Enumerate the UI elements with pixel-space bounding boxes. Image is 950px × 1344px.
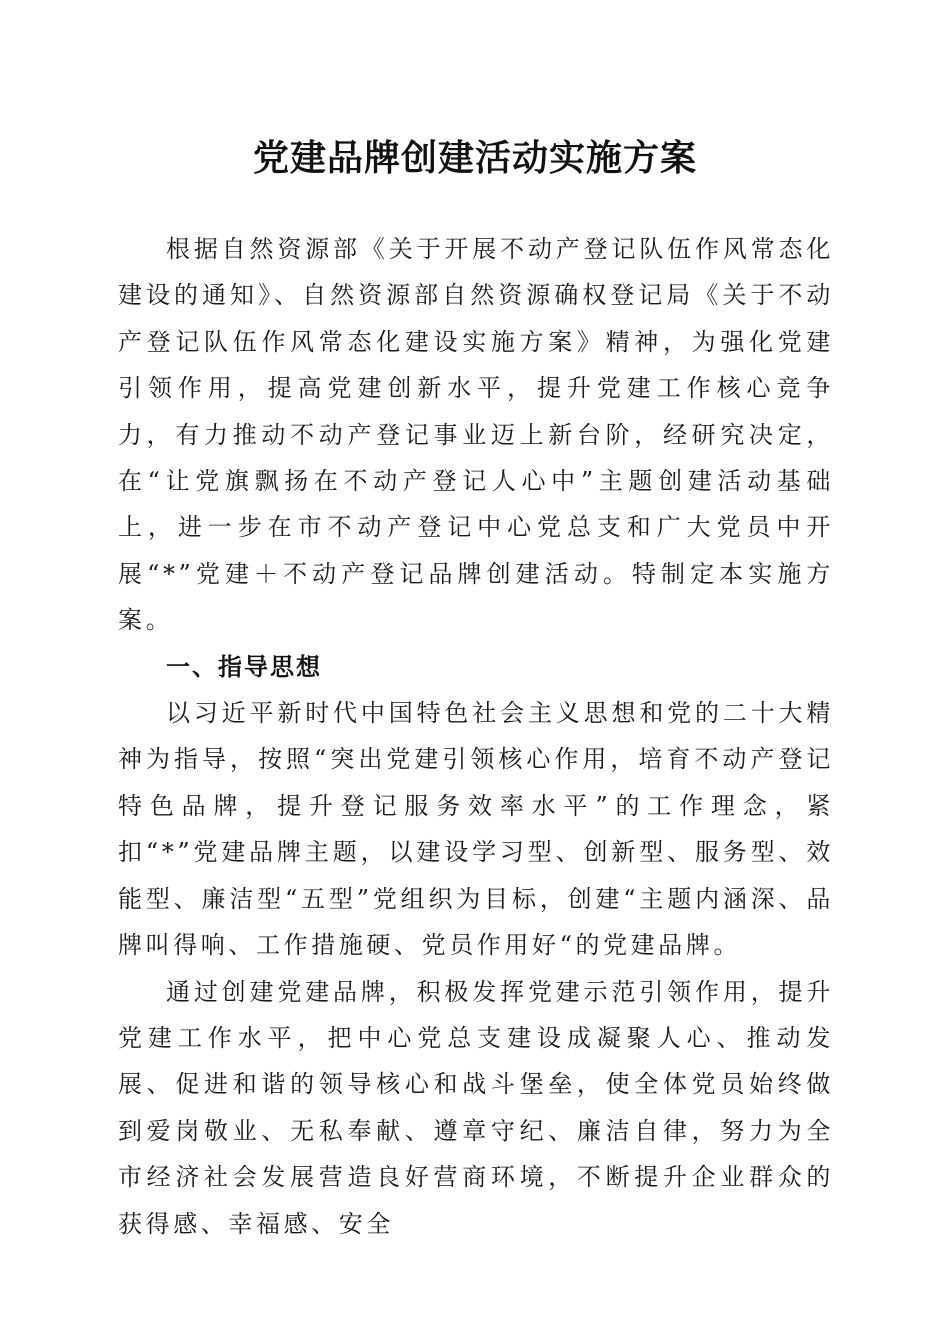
goals-paragraph: 通过创建党建品牌，积极发挥党建示范引领作用，提升党建工作水平，把中心党总支建设成凝聚人心、推动发展、促进和谐的领导核心和战斗堡垒，使全体党员始终做到爱岗敬业、无私奉献、遵章守纪、廉洁自律，努力为全市经济社会发展营造良好营商环境，不断提升企业群众的获得感、幸福感、安全 (118, 977, 834, 1238)
intro-paragraph: 根据自然资源部《关于开展不动产登记队伍作风常态化建设的通知》、自然资源部自然资源确权登记局《关于不动产登记队伍作风常态化建设实施方案》精神，为强化党建引领作用，提高党建创新水平，提升党建工作核心竞争力，有力推动不动产登记事业迈上新台阶，经研究决定，在“让党旗飘扬在不动产登记人心中”主题创建活动基础上，进一步在市不动产登记中心党总支和广大党员中开展“*”党建＋不动产登记品牌创建活动。特制定本实施方案。 (118, 235, 834, 635)
section-heading-guiding-thought: 一、指导思想 (166, 652, 322, 681)
document-title: 党建品牌创建活动实施方案 (252, 137, 697, 179)
document-body (118, 226, 834, 1247)
guiding-thought-paragraph: 以习近平新时代中国特色社会主义思想和党的二十大精神为指导，按照“突出党建引领核心作用，培育不动产登记特色品牌，提升登记服务效率水平”的工作理念，紧扣“*”党建品牌主题，以建设学习型、创新型、服务型、效能型、廉洁型“五型”党组织为目标，创建“主题内涵深、品牌叫得响、工作措施硬、党员作用好“的党建品牌。 (118, 699, 834, 960)
